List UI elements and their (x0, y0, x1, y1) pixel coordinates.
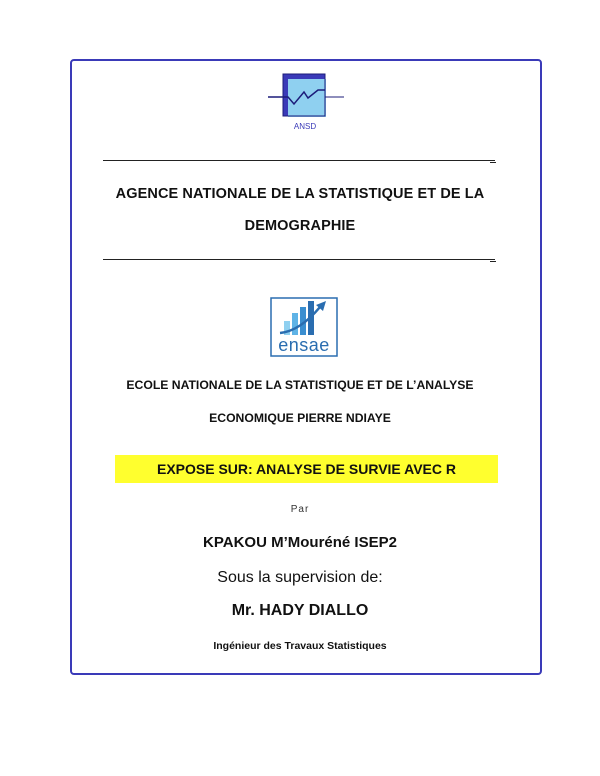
ensae-logo-label: ensae (278, 335, 330, 355)
divider-top-end (490, 162, 496, 163)
school-name-line1: ECOLE NATIONALE DE LA STATISTIQUE ET DE L’ANALYSE (126, 378, 474, 392)
divider-top (103, 160, 495, 161)
ansd-logo (262, 70, 348, 136)
author-name: KPAKOU M’Mouréné ISEP2 (203, 534, 397, 551)
ansd-logo-label: ANSD (293, 122, 317, 131)
divider-bottom-end (490, 261, 496, 262)
supervision-label: Sous la supervision de: (217, 569, 383, 586)
supervisor-role: Ingénieur des Travaux Statistiques (213, 640, 387, 652)
agency-name-line1: AGENCE NATIONALE DE LA STATISTIQUE ET DE LA (115, 186, 485, 202)
supervisor-name: Mr. HADY DIALLO (231, 602, 369, 619)
presentation-title-banner: EXPOSE SUR: ANALYSE DE SURVIE AVEC R (115, 455, 498, 483)
school-name-line2: ECONOMIQUE PIERRE NDIAYE (209, 411, 391, 425)
agency-name-line2: DEMOGRAPHIE (244, 218, 356, 234)
ensae-logo (270, 297, 338, 357)
divider-bottom (103, 259, 495, 260)
by-label: Par (290, 504, 310, 515)
